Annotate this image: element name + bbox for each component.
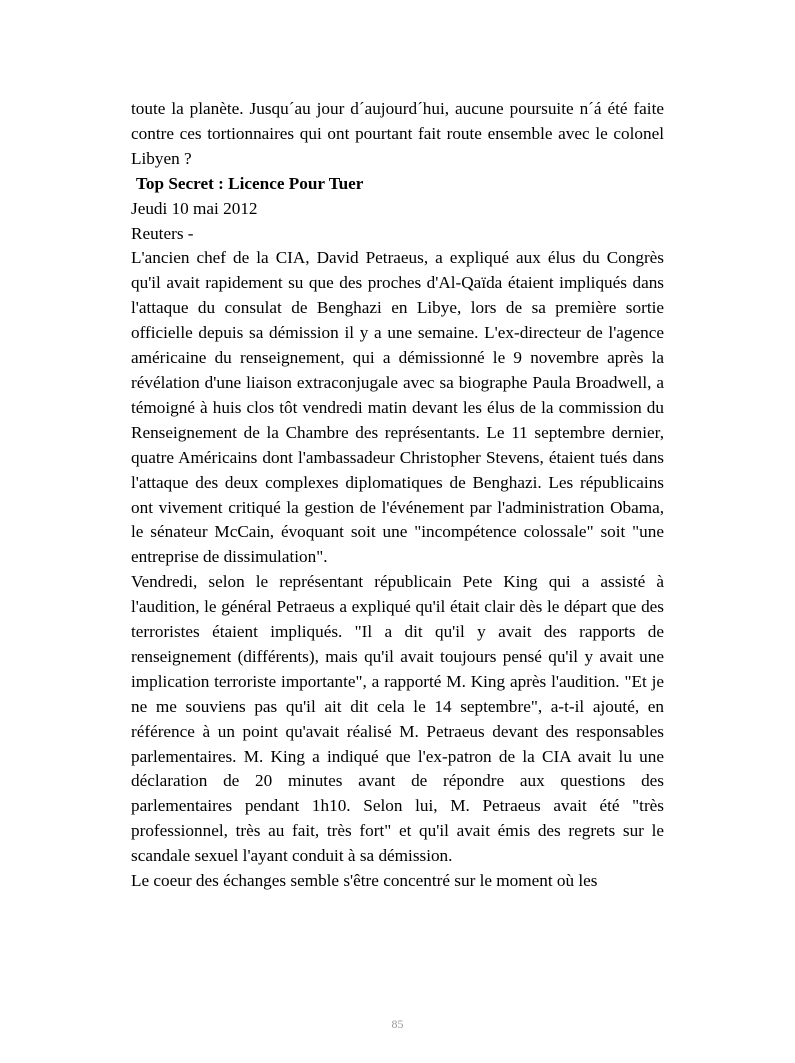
page-number: 85 xyxy=(391,1017,404,1031)
article-source: Reuters - xyxy=(131,223,194,243)
body-paragraph: L'ancien chef de la CIA, David Petraeus, a expliqué aux élus du Congrès qu'il avait rapidement su que des proches d'Al-Qaïda étaient impliqués dans l'attaque du consulat de Benghazi en Libye, lors de sa première sortie officielle depuis sa démission il y a une semaine. L'ex-directeur de l'agence américaine du renseignement, qui a démissionné le 9 novembre après la révélation d'une liaison extraconjugale avec sa biographe Paula Broadwell, a témoigné à huis clos tôt vendredi matin devant les élus de la commission du Renseignement de la Chambre des représentants. Le 11 septembre dernier, quatre Américains dont l'ambassadeur Christopher Stevens, étaient tués dans l'attaque des deux complexes diplomatiques de Benghazi. Les républicains ont vivement critiqué la gestion de l'événement par l'administration Obama, le sénateur McCain, évoquant soit une "incompétence colossale" soit "une entreprise de dissimulation". xyxy=(131,248,664,567)
document-page xyxy=(131,97,664,894)
article-date: Jeudi 10 mai 2012 xyxy=(131,198,258,218)
article-title: Top Secret : Licence Pour Tuer xyxy=(136,173,364,193)
body-paragraph: Le coeur des échanges semble s'être concentré sur le moment où les xyxy=(131,871,598,891)
intro-paragraph: toute la planète. Jusqu´au jour d´aujourd´hui, aucune poursuite n´á été faite contre ces tortionnaires qui ont pourtant fait route ensemble avec le colonel Libyen ? xyxy=(131,99,664,168)
body-paragraph: Vendredi, selon le représentant républicain Pete King qui a assisté à l'audition, le général Petraeus a expliqué qu'il était clair dès le départ que des terroristes étaient impliqués. "Il a dit qu'il y avait des rapports de renseignement (différents), mais qu'il avait toujours pensé qu'il y avait une implication terroriste importante", a rapporté M. King après l'audition. "Et je ne me souviens pas qu'il ait dit cela le 14 septembre", a-t-il ajouté, en référence à un point qu'avait réalisé M. Petraeus devant des responsables parlementaires. M. King a indiqué que l'ex-patron de la CIA avait lu une déclaration de 20 minutes avant de répondre aux questions des parlementaires pendant 1h10. Selon lui, M. Petraeus avait été "très professionnel, très au fait, très fort" et qu'il avait émis des regrets sur le scandale sexuel l'ayant conduit à sa démission. xyxy=(131,572,664,866)
